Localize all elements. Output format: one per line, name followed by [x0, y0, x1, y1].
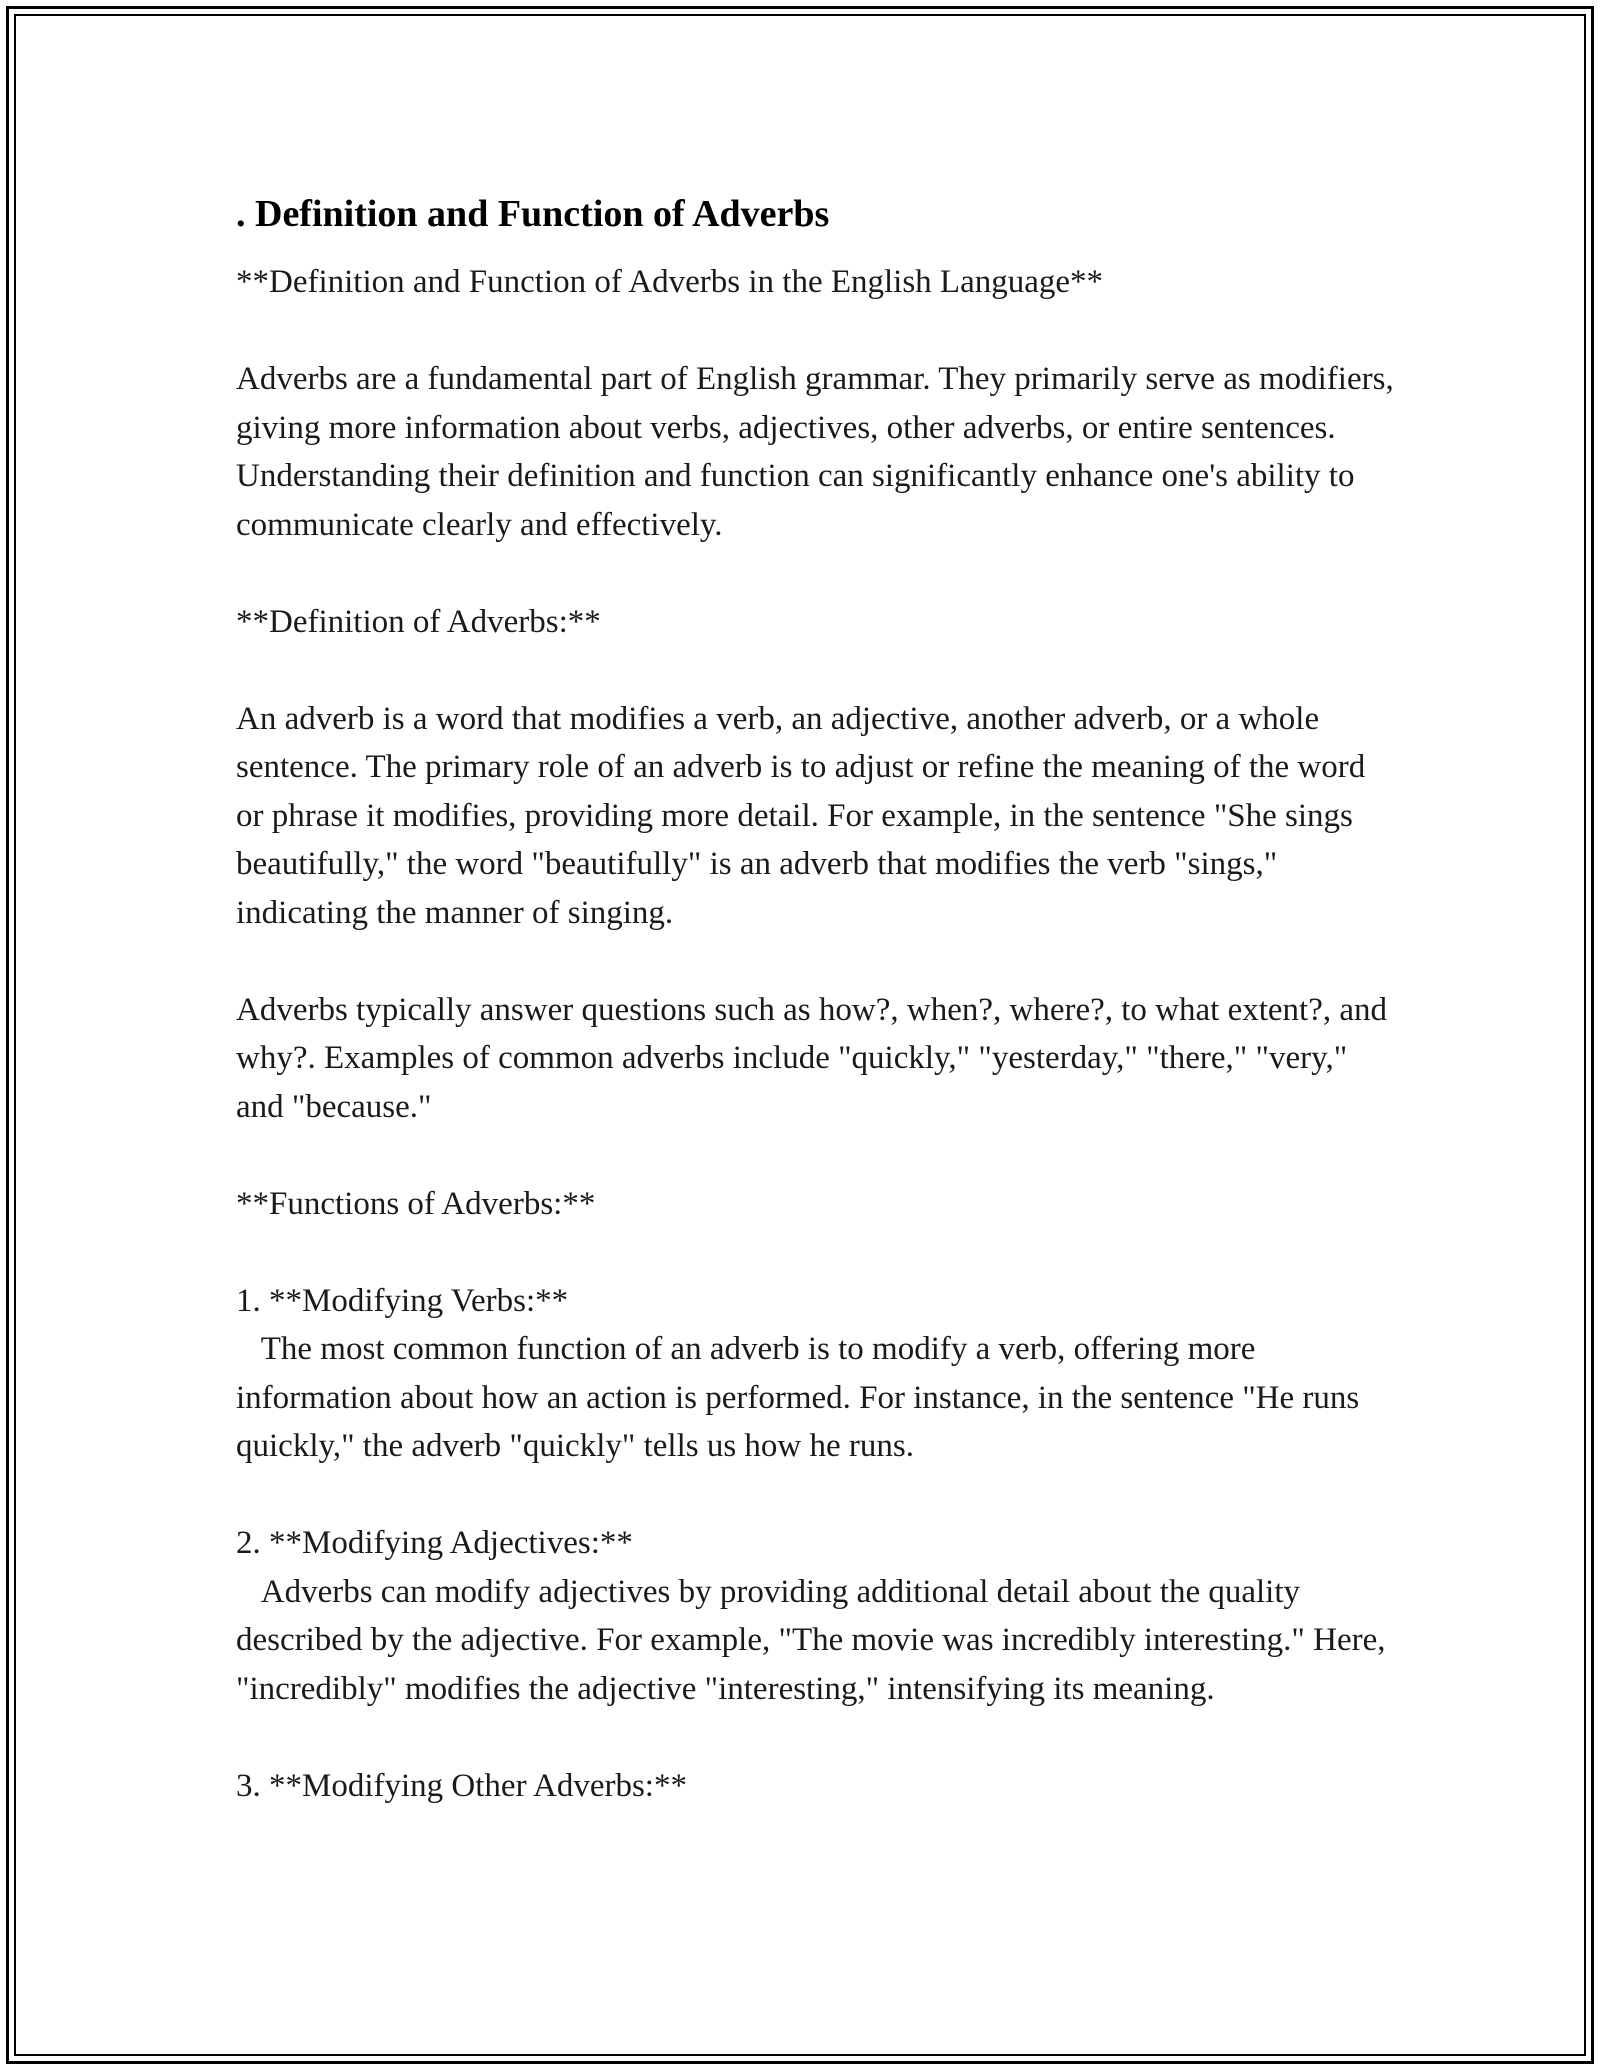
questions-paragraph: Adverbs typically answer questions such as how?, when?, where?, to what extent?, and why?. Examples of common adverbs include "quickly," "yesterday," "there," "very," and "because." — [236, 991, 1396, 1125]
function-item-heading: 2. **Modifying Adjectives:** — [236, 1525, 633, 1561]
definition-paragraph: An adverb is a word that modifies a verb, an adjective, another adverb, or a whole sentence. The primary role of an adverb is to adjust or refine the meaning of the word or phrase it modifies, providing more detail. For example, in the sentence "She sings beautifully," the word "beautifully" is an adverb that modifies the verb "sings," indicating the manner of singing. — [236, 700, 1374, 931]
document-subtitle: **Definition and Function of Adverbs in the English Language** — [236, 264, 1104, 300]
function-item-heading: 1. **Modifying Verbs:** — [236, 1282, 569, 1319]
intro-paragraph: Adverbs are a fundamental part of English grammar. They primarily serve as modifiers, giving more information about verbs, adjectives, other adverbs, or entire sentences. Understanding their definition and function can significantly enhance one's ability to communicate clearly and effectively. — [236, 361, 1402, 543]
definition-heading: **Definition of Adverbs:** — [236, 603, 601, 640]
document-title: . Definition and Function of Adverbs — [236, 193, 830, 235]
function-item-body: Adverbs can modify adjectives by providing additional detail about the quality described by the adjective. For example, "The movie was incredibly interesting." Here, "incredibly" modifies the adjective "interesting," intensifying its meaning. — [236, 1573, 1394, 1707]
function-item-adjectives — [236, 1519, 1396, 1713]
functions-heading: **Functions of Adverbs:** — [236, 1185, 596, 1222]
document-body — [236, 188, 1402, 1859]
function-item-other-adverbs — [236, 1762, 1396, 1811]
function-item-body: The most common function of an adverb is to modify a verb, offering more information about how an action is performed. For instance, in the sentence "He runs quickly," the adverb "quickly" tells us how he runs. — [236, 1331, 1368, 1464]
function-item-verbs — [236, 1277, 1396, 1471]
function-item-heading: 3. **Modifying Other Adverbs:** — [236, 1767, 687, 1804]
